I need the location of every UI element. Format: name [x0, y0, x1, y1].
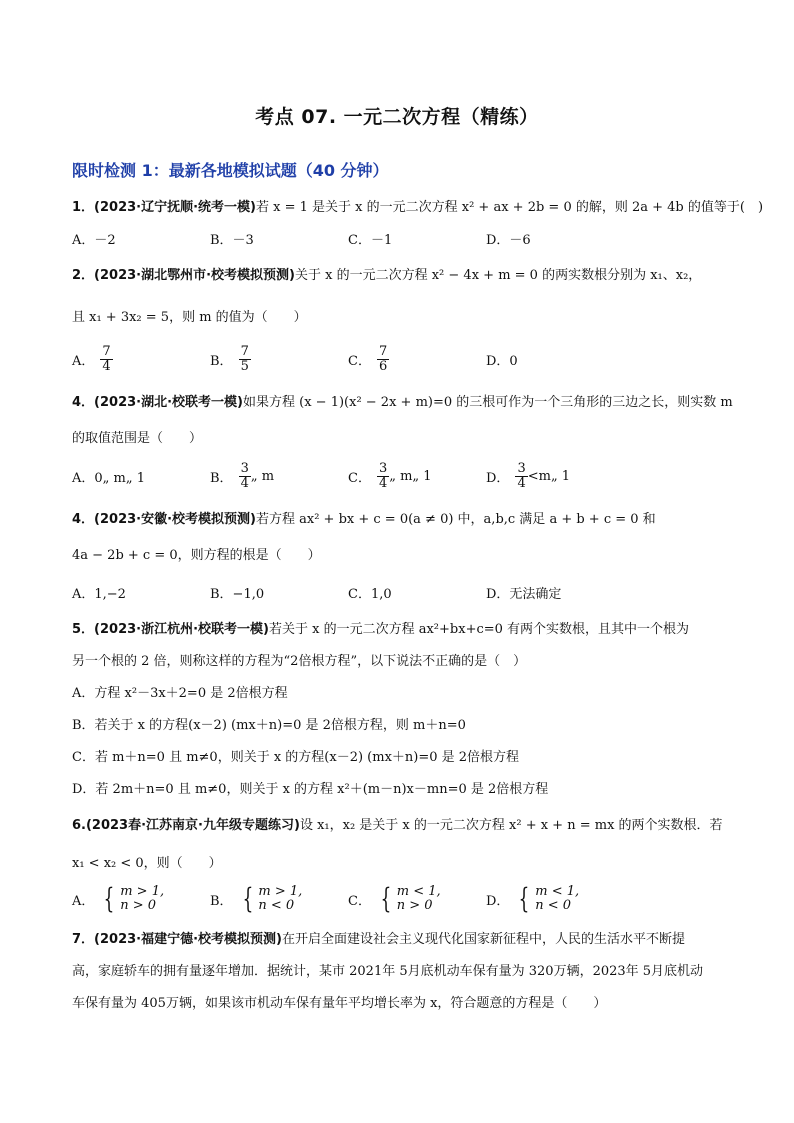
question-2-option-b[interactable] [210, 344, 251, 374]
question-6-source: 6.(2023春·江苏南京·九年级专题练习) [72, 818, 300, 833]
denominator: 5 [240, 358, 249, 374]
question-4-option-c[interactable]: C．1,0 [348, 586, 392, 602]
question-4-option-d[interactable]: D．无法确定 [486, 586, 562, 602]
fraction [515, 462, 527, 491]
section-heading: 限时检测 1：最新各地模拟试题（40 分钟） [72, 161, 389, 180]
question-1-text: 若 x = 1 是关于 x 的一元二次方程 x² + ax + 2b = 0 的解，则 2a + 4b 的值等于( ) [256, 200, 764, 215]
question-4-option-b[interactable]: B．−1,0 [210, 586, 265, 602]
question-5-source: 5．(2023·浙江杭州·校联考一模) [72, 622, 269, 637]
system-row: m < 1, [396, 884, 441, 899]
option-tail: „ m [250, 468, 275, 484]
question-6-text-1: 设 x₁，x₂ 是关于 x 的一元二次方程 x² + x + n = mx 的两个实数根．若 [299, 818, 723, 833]
inequality-system [515, 882, 580, 915]
question-6-option-d[interactable] [486, 884, 579, 914]
fraction [377, 345, 389, 374]
system-row: m > 1, [120, 884, 165, 899]
question-2-text-1: 关于 x 的一元二次方程 x² − 4x + m = 0 的两实数根分别为 x₁、x₂， [295, 268, 702, 283]
question-2-stem-line-2: 且 x₁ + 3x₂ = 5，则 m 的值为（ ） [72, 310, 307, 325]
denominator: 4 [102, 358, 111, 374]
question-3-option-d[interactable] [486, 461, 570, 491]
denominator: 4 [240, 475, 249, 491]
inequality-system [100, 882, 165, 915]
numerator: 3 [240, 460, 249, 476]
option-label: B． [210, 353, 233, 369]
numerator: 7 [378, 343, 388, 359]
fraction [239, 345, 251, 374]
numerator: 7 [102, 343, 111, 359]
question-1-options [72, 223, 732, 253]
numerator: 7 [240, 343, 249, 359]
question-7-stem-line-2: 高，家庭轿车的拥有量逐年增加．据统计，某市 2021年 5月底机动车保有量为 320万辆，2023年 5月底机动 [72, 964, 704, 979]
question-6-option-c[interactable] [348, 884, 441, 914]
left-brace-icon: { [380, 882, 392, 915]
question-5-option-b[interactable]: B．若关于 x 的方程(x－2) (mx＋n)=0 是 2倍根方程，则 m＋n=0 [72, 718, 466, 733]
question-4-options [72, 577, 732, 607]
question-1-stem [72, 200, 763, 216]
option-tail: <m„ 1 [527, 468, 571, 484]
question-6-stem-line-1 [72, 818, 723, 834]
question-5-option-a[interactable]: A．方程 x²－3x＋2=0 是 2倍根方程 [72, 686, 288, 701]
question-6-option-a[interactable] [72, 884, 164, 914]
question-1-source: 1．(2023·辽宁抚顺·统考一模) [72, 200, 256, 215]
question-4-stem-line-2: 4a − 2b + c = 0，则方程的根是（ ） [72, 548, 321, 563]
question-3-text-1: 如果方程 (x − 1)(x² − 2x + m)=0 的三根可作为一个三角形的三边之长，则实数 m [243, 395, 733, 410]
question-7-source: 7．(2023·福建宁德·校考模拟预测) [72, 932, 282, 947]
system-row: m > 1, [258, 884, 303, 899]
question-3-stem-line-1 [72, 395, 733, 411]
question-5-option-c[interactable]: C．若 m＋n=0 且 m≠0，则关于 x 的方程(x－2) (mx＋n)=0 是 2倍根方程 [72, 750, 520, 765]
question-3-option-a[interactable]: A．0„ m„ 1 [72, 470, 145, 486]
question-6-options [72, 884, 732, 914]
question-7-stem-line-1 [72, 932, 685, 948]
question-5-stem-line-1 [72, 622, 689, 638]
left-brace-icon: { [242, 882, 253, 915]
question-4-text-1: 若方程 ax² + bx + c = 0(a ≠ 0) 中，a,b,c 满足 a + b + c = 0 和 [256, 512, 656, 527]
system-row: m < 1, [535, 884, 580, 899]
question-1-option-b[interactable]: B．－3 [210, 232, 254, 248]
denominator: 4 [517, 475, 526, 491]
numerator: 3 [517, 460, 526, 476]
question-5-text-1: 若关于 x 的一元二次方程 ax²+bx+c=0 有两个实数根，且其中一个根为 [269, 622, 690, 637]
system-row: n > 0 [120, 898, 157, 913]
left-brace-icon: { [519, 882, 530, 915]
option-label: D． [486, 470, 510, 486]
question-7-text-1: 在开启全面建设社会主义现代化国家新征程中，人民的生活水平不断提 [282, 932, 686, 947]
question-2-option-c[interactable] [348, 344, 389, 374]
option-label: C． [348, 893, 371, 909]
fraction [377, 462, 389, 491]
question-3-option-c[interactable] [348, 461, 432, 491]
question-6-stem-line-2: x₁ < x₂ < 0，则（ ） [72, 856, 222, 871]
system-row: n < 0 [535, 898, 572, 913]
inequality-system [377, 882, 441, 915]
question-2-stem-line-1 [72, 268, 701, 284]
question-4-stem-line-1 [72, 512, 656, 528]
question-7-stem-line-3: 车保有量为 405万辆，如果该市机动车保有量年平均增长率为 x，符合题意的方程是（ ） [72, 996, 607, 1011]
question-3-source: 4．(2023·湖北·校联考一模) [72, 395, 243, 410]
question-2-option-d[interactable]: D．0 [486, 353, 518, 369]
option-label: C． [348, 470, 371, 486]
question-2-options [72, 344, 732, 374]
question-2-option-a[interactable] [72, 344, 113, 374]
left-brace-icon: { [103, 882, 115, 915]
question-2-source: 2．(2023·湖北鄂州市·校考模拟预测) [72, 268, 295, 283]
option-label: C． [348, 353, 371, 369]
question-1-option-c[interactable]: C．－1 [348, 232, 393, 248]
page-title: 考点 07. 一元二次方程（精练） [255, 106, 539, 128]
question-3-stem-line-2: 的取值范围是（ ） [72, 431, 203, 446]
system-row: n > 0 [396, 898, 433, 913]
inequality-system [239, 882, 303, 915]
option-label: D． [486, 893, 510, 909]
question-6-option-b[interactable] [210, 884, 302, 914]
numerator: 3 [378, 460, 388, 476]
option-label: B． [210, 470, 233, 486]
fraction [100, 345, 112, 374]
option-label: A． [72, 893, 95, 909]
question-4-option-a[interactable]: A．1,−2 [72, 586, 126, 602]
system-row: n < 0 [258, 898, 295, 913]
denominator: 6 [378, 358, 388, 374]
question-5-option-d[interactable]: D．若 2m＋n=0 且 m≠0，则关于 x 的方程 x²＋(m－n)x－mn=0 是 2倍根方程 [72, 782, 549, 797]
question-3-option-b[interactable] [210, 461, 274, 491]
denominator: 4 [378, 475, 388, 491]
question-1-option-d[interactable]: D．－6 [486, 232, 531, 248]
question-1-option-a[interactable]: A．－2 [72, 232, 116, 248]
fraction [239, 462, 251, 491]
question-5-stem-line-2: 另一个根的 2 倍，则称这样的方程为“2倍根方程”，以下说法不正确的是（ ） [72, 654, 527, 669]
option-tail: „ m„ 1 [389, 468, 432, 484]
question-4-source: 4．(2023·安徽·校考模拟预测) [72, 512, 256, 527]
option-label: B． [210, 893, 233, 909]
question-3-options [72, 461, 732, 491]
option-label: A． [72, 353, 95, 369]
